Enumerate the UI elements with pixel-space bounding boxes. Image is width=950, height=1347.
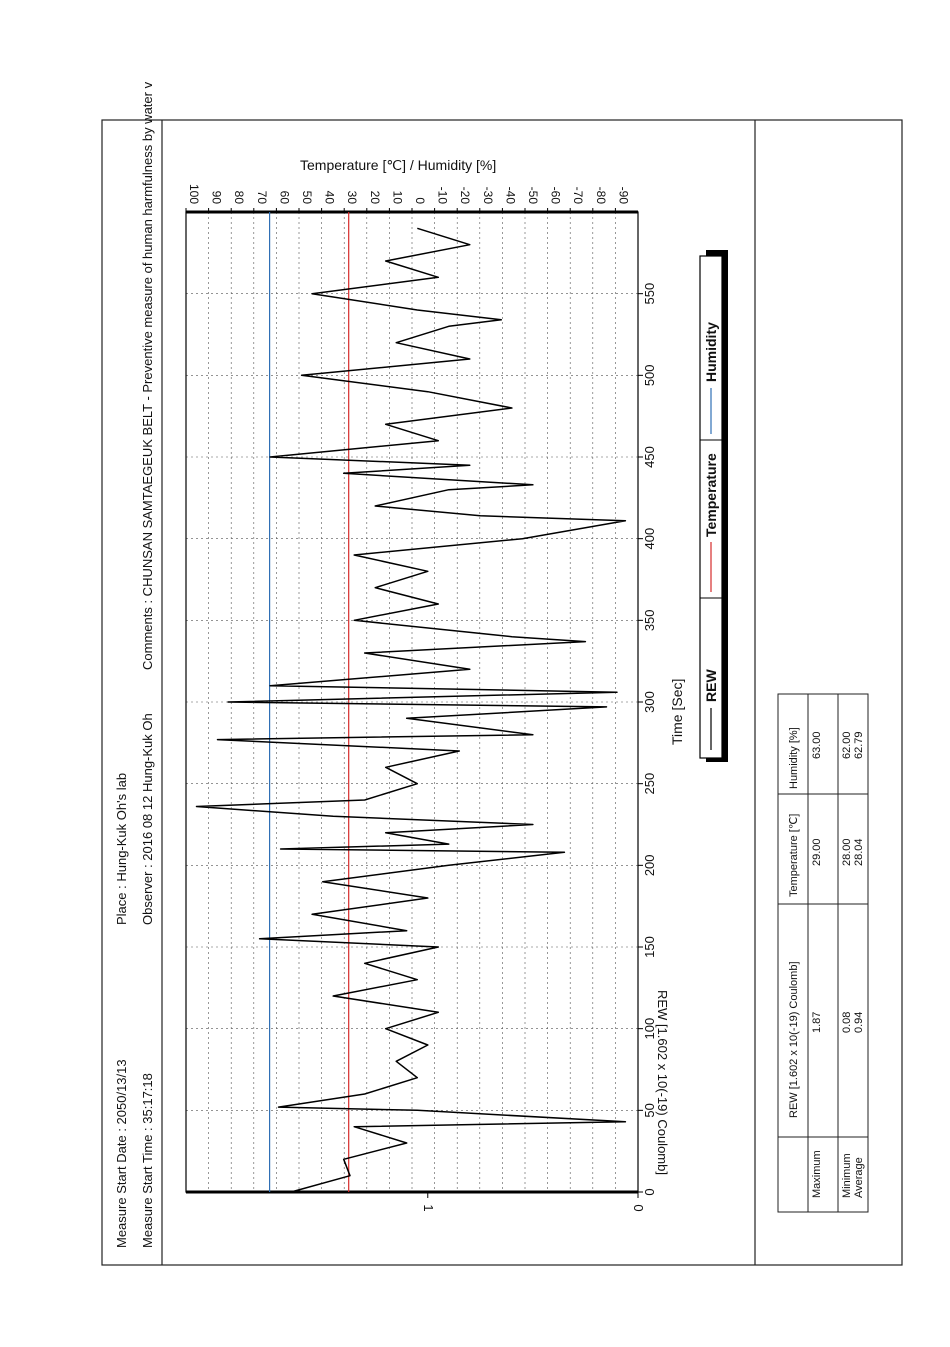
right-axis-ticks <box>186 184 630 212</box>
right-tick-label-5: 50 <box>300 190 314 204</box>
left-tick-label-1: 1 <box>420 1204 436 1212</box>
x-axis-title: Time [Sec] <box>669 678 685 745</box>
legend-label-rew: REW <box>703 669 719 702</box>
right-tick-label-1: 90 <box>209 190 224 204</box>
measure-start-time: Measure Start Time : 35:17:18 <box>140 1073 155 1248</box>
table-header-rew: REW [1.602 x 10(-19) Coulomb] <box>788 961 800 1118</box>
x-tick-label-0: 0 <box>642 1188 657 1196</box>
left-axis-ticks <box>421 1192 646 1212</box>
right-tick-label-6: 40 <box>322 190 337 204</box>
comments-label: Comments : CHUNSAN SAMTAEGEUK BELT - Preventive measure of human harmfulness by water v <box>140 81 155 670</box>
table-row-min-temp: 28.00 <box>841 838 853 866</box>
right-tick-label-18: -80 <box>593 186 608 204</box>
observer-label: Observer : 2016 08 12 Hung-Kuk Oh <box>140 713 155 925</box>
series-line-rew <box>197 228 626 1192</box>
x-tick-label-4: 200 <box>642 854 657 877</box>
x-tick-label-8: 400 <box>642 527 657 550</box>
right-tick-label-2: 80 <box>232 190 247 204</box>
right-tick-label-11: -10 <box>435 186 450 204</box>
table-row-max-rew: 1.87 <box>811 1011 823 1033</box>
right-tick-label-16: -60 <box>548 186 563 204</box>
table-row-min-hum: 62.00 <box>841 731 853 759</box>
summary-table <box>778 694 868 1212</box>
place-label: Place : Hung-Kuk Oh's lab <box>114 772 129 925</box>
table-row-avg-rew: 0.94 <box>853 1011 865 1033</box>
right-tick-label-14: -40 <box>503 186 518 204</box>
plot-area <box>186 157 685 1212</box>
right-tick-label-0: 100 <box>187 183 201 204</box>
x-tick-label-10: 500 <box>642 364 657 387</box>
x-tick-label-3: 150 <box>642 936 657 958</box>
table-header-humidity: Humidity [%] <box>788 727 800 789</box>
x-axis-ticks <box>638 283 657 1196</box>
table-row-avg-hum: 62.79 <box>853 731 865 759</box>
x-tick-label-5: 250 <box>642 772 657 795</box>
legend-label-temperature: Temperature <box>703 453 719 537</box>
table-row-min-label: Minimum <box>841 1153 853 1198</box>
legend-label-humidity: Humidity <box>703 322 719 382</box>
right-tick-label-3: 70 <box>254 190 269 204</box>
right-tick-label-4: 60 <box>277 190 292 204</box>
x-tick-label-2: 100 <box>642 1017 657 1040</box>
x-tick-label-1: 50 <box>642 1103 657 1118</box>
right-axis-title: Temperature [℃] / Humidity [%] <box>300 157 497 173</box>
left-tick-label-0: 0 <box>631 1204 646 1212</box>
table-row-min-rew: 0.08 <box>841 1011 853 1033</box>
right-tick-label-17: -70 <box>571 186 586 204</box>
x-tick-label-9: 450 <box>642 446 657 468</box>
report-header <box>114 81 155 1248</box>
right-tick-label-19: -90 <box>616 186 631 204</box>
right-tick-label-12: -20 <box>458 186 473 204</box>
table-row-max-hum: 63.00 <box>811 731 823 759</box>
x-tick-label-6: 300 <box>642 691 657 713</box>
left-axis-title: REW [1.602 x 10(-19) Coulomb] <box>655 990 670 1175</box>
x-tick-label-11: 550 <box>642 282 657 305</box>
right-tick-label-8: 20 <box>367 190 382 204</box>
outer-frame <box>102 120 902 1265</box>
x-tick-label-7: 350 <box>642 609 657 632</box>
table-row-avg-label: Average <box>853 1157 865 1198</box>
legend <box>700 250 728 762</box>
table-row-avg-temp: 28.04 <box>853 838 865 866</box>
table-row-max-temp: 29.00 <box>811 838 823 866</box>
measure-start-date: Measure Start Date : 2050/13/13 <box>114 1059 129 1248</box>
right-tick-label-10: 0 <box>413 197 427 204</box>
right-tick-label-15: -50 <box>526 186 540 204</box>
right-tick-label-13: -30 <box>480 186 495 204</box>
right-tick-label-9: 10 <box>390 190 405 204</box>
right-tick-label-7: 30 <box>345 190 360 204</box>
table-row-max-label: Maximum <box>811 1150 823 1198</box>
table-header-temperature: Temperature [℃] <box>788 813 800 897</box>
